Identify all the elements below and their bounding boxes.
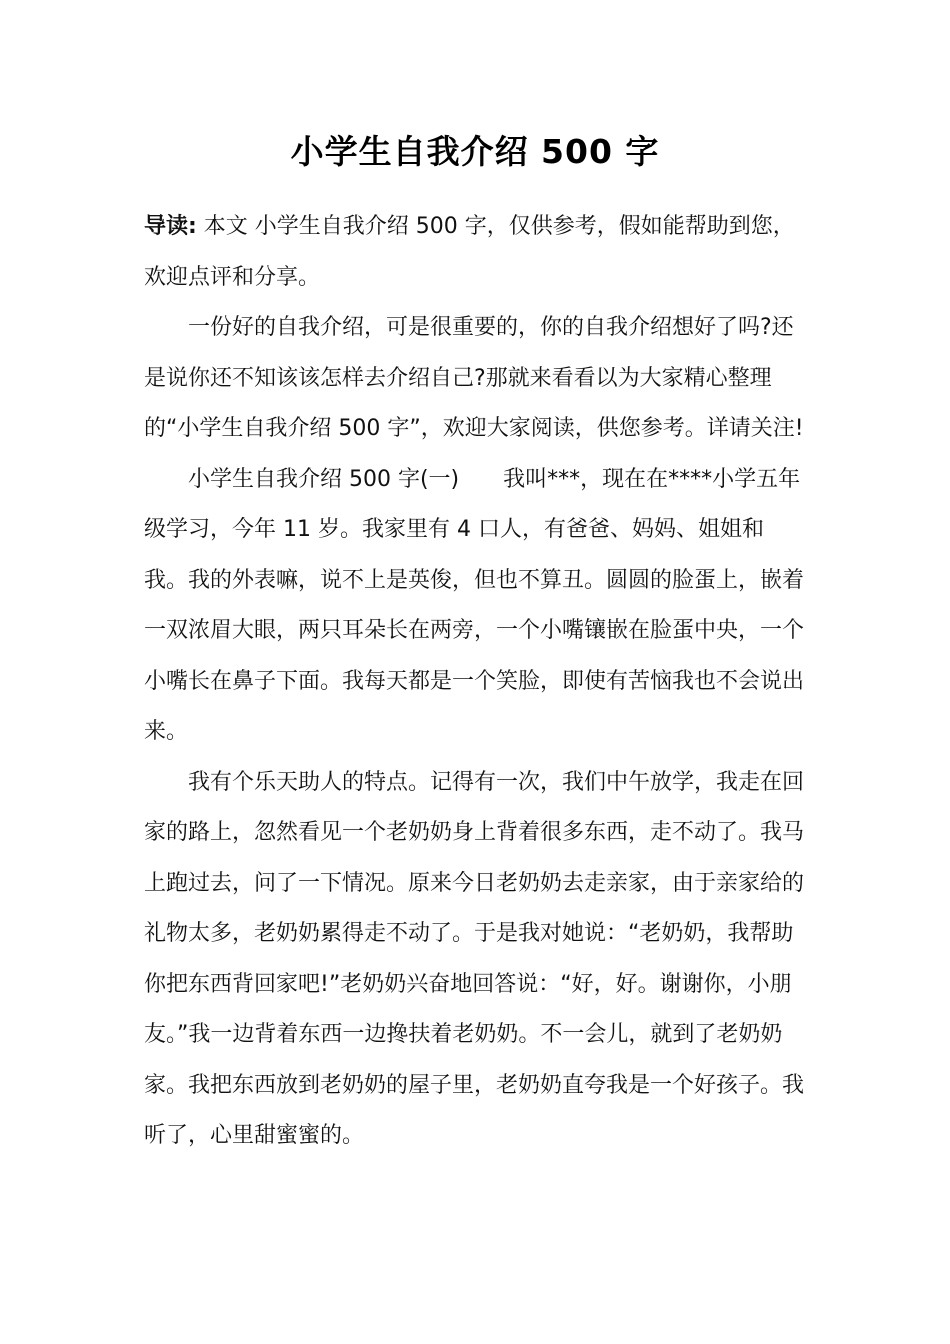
intro-paragraph: [144, 202, 804, 303]
section-heading: 小学生自我介绍 500 字(一): [188, 466, 460, 492]
intro-text: 本文 小学生自我介绍 500 字，仅供参考，假如能帮助到您，欢迎点评和分享。: [144, 214, 795, 290]
intro-label: 导读:: [144, 214, 197, 239]
paragraph-opening: 一份好的自我介绍，可是很重要的，你的自我介绍想好了吗?还是说你还不知该该怎样去介绍自己?那就来看看以为大家精心整理的“小学生自我介绍 500 字”，欢迎大家阅读，供您参考。详请关注!: [144, 315, 804, 441]
paragraph-story: 我有个乐天助人的特点。记得有一次，我们中午放学，我走在回家的路上，忽然看见一个老奶奶身上背着很多东西，走不动了。我马上跑过去，问了一下情况。原来今日老奶奶去走亲家，由于亲家给的礼物太多，老奶奶累得走不动了。于是我对她说：“老奶奶，我帮助你把东西背回家吧!”老奶奶兴奋地回答说：“好，好。谢谢你，小朋友。”我一边背着东西一边搀扶着老奶奶。不一会儿，就到了老奶奶家。我把东西放到老奶奶的屋子里，老奶奶直夸我是一个好孩子。我听了，心里甜蜜蜜的。: [144, 769, 805, 1148]
section-text: 我叫***，现在在****小学五年级学习，今年 11 岁。我家里有 4 口人，有爸爸、妈妈、姐姐和我。我的外表嘛，说不上是英俊，但也不算丑。圆圆的脸蛋上，嵌着一双浓眉大眼，两只耳朵长在两旁，一个小嘴镶嵌在脸蛋中央，一个小嘴长在鼻子下面。我每天都是一个笑脸，即使有苦恼我也不会说出来。: [144, 466, 805, 744]
document-body: [144, 202, 804, 1162]
paragraph-section-one: [144, 455, 804, 758]
document-title: 小学生自我介绍 500 字: [290, 132, 660, 171]
